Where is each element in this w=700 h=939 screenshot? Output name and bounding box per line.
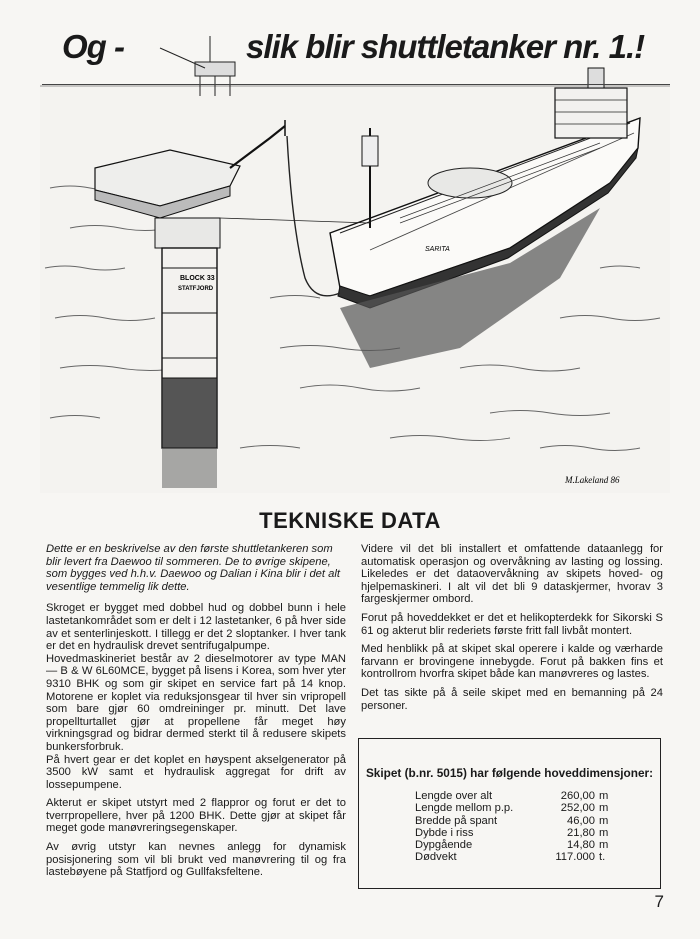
hull-paragraph: Skroget er bygget med dobbel hud og dobbel bunn i hele lastetankområdet som er delt i 12 lastetanker, 6 på hver side av et senterlinjeskott. I tillegg er det 2 sloptanker. I hver tank er det en hydraulisk drevet sentrifugalpumpe. <box>46 602 346 653</box>
table-row <box>415 802 619 814</box>
propulsion-paragraph: Akterut er skipet utstyrt med 2 flappror og forut er det to tverrpropellere, hver på 1200 BHK. Dette gjør at skipet får meget gode manøvreringsegenskaper. <box>46 797 346 835</box>
headline-rule <box>42 84 670 85</box>
buoy-reflection <box>162 448 217 488</box>
table-row <box>415 790 619 802</box>
dim-unit: m <box>599 839 609 852</box>
helideck-paragraph: Forut på hoveddekket er det et helikopterdekk for Sikorski S 61 og akterut blir rederiets første fritt fall livbåt montert. <box>361 611 663 637</box>
dim-unit: m <box>599 802 609 815</box>
buoy-label-line1: BLOCK 33 <box>180 275 215 282</box>
dim-label: Dybde i riss <box>415 826 474 839</box>
headline-right: slik blir shuttletanker nr. 1.! <box>246 28 645 65</box>
machinery-paragraph: Hovedmaskineriet består av 2 dieselmotorer av type MAN — B & W 6L60MCE, bygget på lisens i Korea, som hver yter 9310 BHK og som gir skipet en service fart på 14 knop. Motorene er koplet via reduksjonsgear til hver sin vripropell som bare gjør 60 omdreininger pr. minutt. Det lave propellturtallet gjør at propellene får meget høy virkningsgrad og bidrar dermed sterkt til å redusere skipets bunkersforbruk. <box>46 652 346 753</box>
generator-paragraph: På hvert gear er det koplet en høyspent akselgenerator på 3500 kW samt et hydraulisk aggregat for drift av lossepumpene. <box>46 753 346 791</box>
dimensions-box <box>358 738 661 889</box>
dim-value: 260,00 <box>560 790 595 802</box>
dim-label: Dypgående <box>415 839 473 852</box>
dim-value: 21,80 <box>567 826 595 839</box>
table-row <box>415 827 619 839</box>
dim-unit: t. <box>599 851 606 864</box>
dim-label: Lengde over alt <box>415 790 493 802</box>
table-row <box>415 839 619 851</box>
right-column <box>361 543 663 718</box>
artist-signature: M.Lakeland 86 <box>565 475 620 485</box>
dim-value: 117.000 <box>555 851 595 864</box>
table-row <box>415 851 619 863</box>
intro-paragraph: Dette er en beskrivelse av den første shuttletankeren som blir levert fra Daewoo til sommeren. De to øvrige skipene, som bygges ved h.h.v. Daewoo og Dalian i Kina blir i det alt vesentlige temmelig lik dette. <box>46 543 340 593</box>
equipment-paragraph: Av øvrig utstyr kan nevnes anlegg for dynamisk posisjonering som vil bli brukt ved manøvrering til og fra lastebøyene på Statfjord og Gullfaksfeltene. <box>46 841 346 879</box>
crew-paragraph: Det tas sikte på å seile skipet med en bemanning på 24 personer. <box>361 686 663 712</box>
dim-unit: m <box>599 790 609 802</box>
page-number: 7 <box>654 892 664 911</box>
dimensions-table <box>415 790 619 864</box>
dimensions-title: Skipet (b.nr. 5015) har følgende hoveddimensjoner: <box>365 766 654 780</box>
table-row <box>415 815 619 827</box>
buoy-label-line2: STATFJORD <box>178 286 214 292</box>
dim-value: 14,80 <box>567 839 595 852</box>
left-column <box>46 543 346 885</box>
dim-label: Lengde mellom p.p. <box>415 802 514 815</box>
data-system-paragraph: Videre vil det bli installert et omfattende dataanlegg for automatisk operasjon og overvåkning av lasting og lossing. Likeledes er det dataovervåkning av skipets hoved- og hjelpemaskineri. I alt vil det bli 9 dataskjermer, hvorav 3 fargeskjermer ombord. <box>361 543 663 606</box>
ship-name-label: SARITA <box>425 246 450 253</box>
headline-left: Og - <box>62 28 124 65</box>
page-headline <box>62 22 664 82</box>
bridge-paragraph: Med henblikk på at skipet skal operere i kalde og værharde farvann er brovingene innebygde. Forut på bakken fins et kontrollrom hvorfra skipet både kan manøvreres og lastes. <box>361 643 663 681</box>
section-heading: TEKNISKE DATA <box>259 508 441 533</box>
dim-value: 252,00 <box>560 802 595 815</box>
shuttle-tanker-illustration <box>40 18 670 493</box>
dim-label: Bredde på spant <box>415 814 498 827</box>
dim-label: Dødvekt <box>415 851 457 864</box>
dim-unit: m <box>599 826 609 839</box>
dim-unit: m <box>599 814 609 827</box>
dim-value: 46,00 <box>567 814 595 827</box>
